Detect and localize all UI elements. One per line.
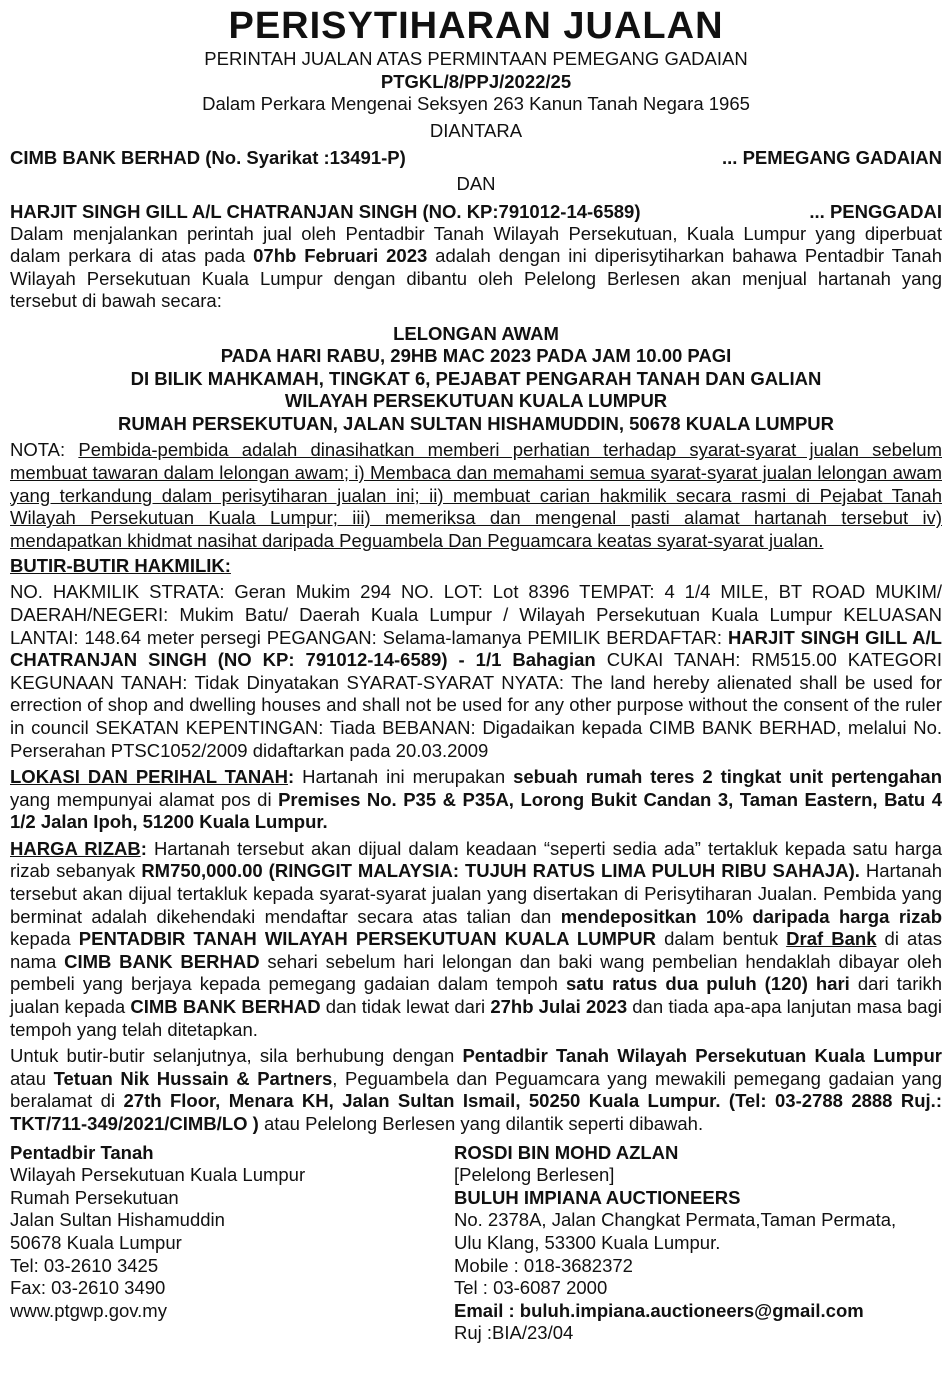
- reserve-text-4: dalam bentuk: [656, 928, 787, 950]
- property-address: Premises No. P35 & P35A, Lorong Bukit Candan 3, Taman Eastern, Batu 4 1/2 Jalan Ipoh, 51200 Kuala Lumpur.: [10, 788, 942, 833]
- land-office-line-3: Jalan Sultan Hishamuddin: [10, 1209, 225, 1231]
- contact-text-3: , Peguambela dan Peguamcara yang mewakili pemegang gadaian yang beralamat di: [10, 1067, 942, 1112]
- auction-line-4: WILAYAH PERSEKUTUAN KUALA LUMPUR: [284, 390, 668, 412]
- footer: [10, 1142, 942, 1345]
- auction-line-5: RUMAH PERSEKUTUAN, JALAN SULTAN HISHAMUDDIN, 50678 KUALA LUMPUR: [117, 412, 835, 434]
- auction-line-1: LELONGAN AWAM: [393, 322, 559, 344]
- reserve-text-2: Hartanah tersebut akan dijual tertakluk kepada syarat-syarat jualan yang disertakan di Perisytiharan Jualan. Pembida yang berminat adalah dikehendaki mendaftar secara atas talian dan: [10, 860, 943, 927]
- location-heading: LOKASI DAN PERIHAL TANAH: [10, 766, 288, 788]
- matter-line: Dalam Perkara Mengenai Seksyen 263 Kanun Tanah Negara 1965: [202, 93, 750, 114]
- order-date: 07hb Februari 2023: [253, 245, 428, 267]
- reserve-text-3: kepada: [10, 928, 79, 950]
- land-office-contact: [10, 1142, 454, 1345]
- subtitle: PERINTAH JUALAN ATAS PERMINTAAN PEMEGANG GADAIAN: [204, 48, 748, 69]
- deposit-requirement: mendepositkan 10% daripada harga rizab: [560, 905, 942, 927]
- chargee-name: CIMB BANK BERHAD (No. Syarikat :13491-P): [10, 147, 406, 168]
- nota-text: Pembida-pembida adalah dinasihatkan memberi perhatian terhadap syarat-syarat jualan sebelum membuat tawaran dalam lelongan awam; i) Membaca dan memahami semua syarat-syarat jualan lelongan awam yang terkandung dalam perisytiharan jualan ini; ii) membuat carian hakmilik secara rasmi di Pejabat Tanah Wilayah Persekutuan Kuala Lumpur; iii) memeriksa dan mengenal pasti alamat hartanah tersebut iv) mendapatkan khidmat nasihat daripada Peguambela Dan Peguamcara keatas syarat-syarat jualan.: [10, 439, 942, 551]
- chargee-row: [10, 146, 942, 169]
- draft-name: CIMB BANK BERHAD: [64, 950, 260, 972]
- auctioneer-email: Email : buluh.impiana.auctioneers@gmail.com: [454, 1299, 864, 1321]
- payment-deadline: 27hb Julai 2023: [490, 996, 628, 1018]
- bank-draft: Draf Bank: [786, 928, 877, 950]
- title-details-text-2: CUKAI TANAH: RM515.00 KATEGORI KEGUNAAN TANAH: Tidak Dinyatakan SYARAT-SYARAT NYATA: The land hereby alienated shall be used for errection of shop and dwelling houses and shall not be used for any other purpose without the consent of the ruler in council SEKATAN KEPENTINGAN: Tiada BEBANAN: Digadaikan kepada CIMB BANK BERHAD, melalui No. Perserahan PTSC1052/2009 didaftarkan pada 20.03.2009: [10, 649, 943, 761]
- chargee-role: ... PEMEGANG GADAIAN: [722, 147, 942, 168]
- land-office-website: www.ptgwp.gov.my: [10, 1299, 167, 1321]
- reserve-price: RM750,000.00 (RINGGIT MALAYSIA: TUJUH RATUS LIMA PULUH RIBU SAHAJA).: [141, 860, 860, 882]
- chargor-row: [10, 200, 942, 223]
- location-text-2: yang mempunyai alamat pos di: [10, 788, 279, 810]
- location-text: Hartanah ini merupakan: [294, 766, 514, 788]
- contact-text-2: atau: [10, 1067, 54, 1089]
- land-office-title: Pentadbir Tanah: [10, 1141, 154, 1163]
- reserve-heading: HARGA RIZAB: [10, 837, 141, 859]
- payment-period: satu ratus dua puluh (120) hari: [565, 973, 850, 995]
- auctioneer-mobile: Mobile : 018-3682372: [454, 1254, 633, 1276]
- auctioneer-tel: Tel : 03-6087 2000: [454, 1277, 608, 1299]
- contact-paragraph: [10, 1045, 942, 1135]
- and-label: DAN: [456, 173, 496, 194]
- chargor-role: ... PENGGADAI: [809, 200, 942, 222]
- deposit-payee: PENTADBIR TANAH WILAYAH PERSEKUTUAN KUALA LUMPUR: [78, 928, 656, 950]
- auctioneer-address-1: No. 2378A, Jalan Changkat Permata,Taman Permata,: [454, 1209, 897, 1231]
- auction-line-3: DI BILIK MAHKAMAH, TINGKAT 6, PEJABAT PENGARAH TANAH DAN GALIAN: [130, 367, 822, 389]
- intro-text-2: adalah dengan ini diperisytiharkan bahawa Pentadbir Tanah Wilayah Persekutuan Kuala Lumpur dengan dibantu oleh Pelelong Berlesen akan menjual hartanah yang tersebut di bawah secara:: [10, 245, 942, 312]
- law-firm: Tetuan Nik Hussain & Partners: [53, 1067, 333, 1089]
- location-paragraph: [10, 766, 942, 834]
- reference-number: PTGKL/8/PPJ/2022/25: [380, 70, 572, 92]
- page-title: PERISYTIHARAN JUALAN: [228, 5, 724, 47]
- auction-details: [10, 323, 942, 436]
- auctioneer-address-2: Ulu Klang, 53300 Kuala Lumpur.: [454, 1231, 721, 1253]
- land-administrator: Pentadbir Tanah Wilayah Persekutuan Kuala Lumpur: [462, 1045, 942, 1067]
- auction-line-2: PADA HARI RABU, 29HB MAC 2023 PADA JAM 10.00 PAGI: [220, 345, 732, 367]
- auctioneer-role: [Pelelong Berlesen]: [454, 1164, 615, 1186]
- contact-text-1: Untuk butir-butir selanjutnya, sila berhubung dengan: [10, 1045, 463, 1067]
- nota-label: NOTA:: [10, 439, 79, 461]
- land-office-tel: Tel: 03-2610 3425: [10, 1254, 159, 1276]
- land-office-line-1: Wilayah Persekutuan Kuala Lumpur: [10, 1164, 306, 1186]
- reserve-text-6: sehari sebelum hari lelongan dan baki wang pembelian hendaklah dibayar oleh pembeli yang berjaya kepada pemegang gadaian dalam tempoh: [10, 950, 942, 995]
- reserve-colon: :: [140, 837, 147, 859]
- title-details-heading: BUTIR-BUTIR HAKMILIK:: [10, 555, 231, 577]
- chargor-name: HARJIT SINGH GILL A/L CHATRANJAN SINGH (NO. KP:791012-14-6589): [10, 200, 641, 222]
- auctioneer-reference: Ruj :BIA/23/04: [454, 1322, 574, 1344]
- reserve-text-7: dari tarikh jualan kepada: [10, 973, 942, 1018]
- reserve-text-9: dan tiada apa-apa lanjutan masa bagi tempoh yang telah ditetapkan.: [10, 996, 942, 1040]
- title-details-text: NO. HAKMILIK STRATA: Geran Mukim 294 NO. LOT: Lot 8396 TEMPAT: 4 1/4 MILE, BT ROAD MUKIM/ DAERAH/NEGERI: Mukim Batu/ Daerah Kuala Lumpur / Wilayah Persekutuan Kuala Lumpur KELUASAN LANTAI: 148.64 meter persegi PEGANGAN: Selama-lamanya PEMILIK BERDAFTAR:: [10, 581, 942, 648]
- contact-text-4: atau Pelelong Berlesen yang dilantik seperti dibawah.: [258, 1113, 704, 1134]
- intro-text: Dalam menjalankan perintah jual oleh Pentadbir Tanah Wilayah Persekutuan, Kuala Lumpur yang diperbuat dalam perkara di atas pada: [10, 222, 942, 267]
- reserve-price-paragraph: [10, 838, 942, 1041]
- balance-payee: CIMB BANK BERHAD: [130, 996, 321, 1018]
- property-type: sebuah rumah teres 2 tingkat unit pertengahan: [513, 766, 943, 788]
- auctioneer-name: ROSDI BIN MOHD AZLAN: [454, 1141, 679, 1163]
- intro-paragraph: [10, 223, 942, 313]
- land-office-line-4: 50678 Kuala Lumpur: [10, 1231, 182, 1253]
- reserve-text-5: di atas nama: [10, 928, 942, 972]
- between-label: DIANTARA: [429, 119, 523, 141]
- reserve-text-8: dan tidak lewat dari: [320, 996, 491, 1018]
- title-details-paragraph: [10, 581, 942, 762]
- land-office-line-2: Rumah Persekutuan: [10, 1186, 179, 1208]
- auctioneer-contact: [454, 1142, 942, 1345]
- registered-owner: HARJIT SINGH GILL A/L CHATRANJAN SINGH (NO KP: 791012-14-6589) - 1/1 Bahagian: [10, 626, 942, 671]
- nota-paragraph: [10, 439, 942, 552]
- auctioneer-company: BULUH IMPIANA AUCTIONEERS: [454, 1186, 741, 1208]
- location-colon: :: [288, 766, 295, 788]
- law-firm-address: 27th Floor, Menara KH, Jalan Sultan Ismail, 50250 Kuala Lumpur. (Tel: 03-2788 2888 Ruj.: TKT/711-349/2021/CIMB/LO ): [10, 1090, 942, 1134]
- reserve-text-1: Hartanah tersebut akan dijual dalam keadaan “seperti sedia ada” tertakluk kepada satu harga rizab sebanyak: [10, 837, 942, 882]
- land-office-fax: Fax: 03-2610 3490: [10, 1277, 166, 1299]
